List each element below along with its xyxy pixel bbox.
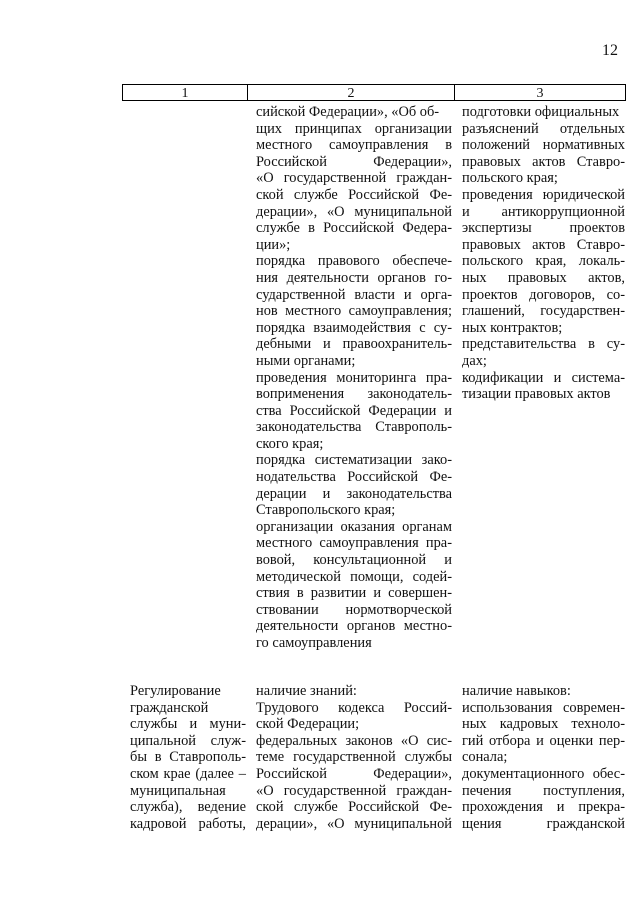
text-line: экспертизы проектов [462, 220, 625, 237]
text-line: наличие навыков: [462, 683, 571, 699]
text-line: службе в Российской Федера- [256, 220, 452, 237]
text-line: порядка правового обеспече- [256, 253, 452, 270]
text-line: наличие знаний: [256, 683, 357, 699]
text-line: глашений, государствен- [462, 303, 625, 320]
text-line: ского края; [256, 435, 324, 452]
text-line: ской службе Российской Фе- [256, 799, 452, 816]
text-line: дерации и законодательства [256, 485, 452, 502]
text-line: тизации правовых актов [462, 386, 611, 403]
text-line: деятельности органов местно- [256, 618, 452, 635]
text-line: вовой, консультационной и [256, 552, 452, 569]
page-number: 12 [602, 42, 618, 59]
text-line: щих принципах организации [256, 120, 452, 137]
row1-col2-text [256, 104, 452, 652]
text-line: организации оказания органам [256, 518, 452, 535]
text-line: представительства в су- [462, 336, 625, 353]
text-line: службы и муни- [130, 716, 246, 733]
text-line: федеральных законов «О сис- [256, 732, 452, 749]
text-line: Российской Федерации», [256, 153, 452, 170]
text-line: ных правовых актов, [462, 269, 625, 286]
text-line: служба), ведение [130, 799, 246, 816]
text-line: кодификации и система- [462, 369, 625, 386]
table-header-col-3: 3 [454, 84, 626, 101]
text-line: польского края, локаль- [462, 253, 625, 270]
text-line: ствия в развитии и совершен- [256, 585, 452, 602]
text-line: ципальной служ- [130, 732, 246, 749]
text-line: гий отбора и оценки пер- [462, 732, 625, 749]
text-line: прохождения и прекра- [462, 799, 625, 816]
text-line: ными органами; [256, 352, 356, 369]
text-line: ных кадровых техноло- [462, 716, 625, 733]
text-line: подготовки официальных [462, 104, 620, 120]
text-line: правовых актов Ставро- [462, 153, 625, 170]
text-line: ствовании нормотворческой [256, 601, 452, 618]
text-line: кадровой работы, [130, 815, 246, 832]
text-line: проектов договоров, со- [462, 286, 625, 303]
text-line: ской Федерации; [256, 716, 360, 733]
text-line: теме государственной службы [256, 749, 452, 766]
row1-col3-text [462, 104, 625, 403]
text-line: польского края; [462, 170, 558, 187]
text-line: ции»; [256, 236, 291, 253]
table-header-col-2: 2 [247, 84, 455, 101]
text-line: дерации», «О муниципальной [256, 203, 452, 220]
text-line: местного самоуправления в [256, 137, 452, 154]
text-line: «О государственной граждан- [256, 782, 452, 799]
text-line: дебными и правоохранитель- [256, 336, 452, 353]
text-line: проведения юридической [462, 186, 625, 203]
text-line: Трудового кодекса Россий- [256, 699, 452, 716]
text-line: документационного обес- [462, 765, 625, 782]
text-line: ных контрактов; [462, 319, 563, 336]
text-line: ства Российской Федерации и [256, 402, 452, 419]
row2-col3-text [462, 683, 625, 832]
text-line: ском крае (далее – [130, 765, 246, 782]
text-line: ской службе Российской Фе- [256, 186, 452, 203]
text-line: воприменения законодатель- [256, 386, 452, 403]
text-line: сударственной власти и орга- [256, 286, 452, 303]
text-line: Ставропольского края; [256, 502, 396, 519]
text-line: Российской Федерации», [256, 765, 452, 782]
text-line: проведения мониторинга пра- [256, 369, 452, 386]
text-line: муниципальная [130, 782, 226, 799]
text-line: правовых актов Ставро- [462, 236, 625, 253]
text-line: местного самоуправления пра- [256, 535, 452, 552]
text-line: «О государственной граждан- [256, 170, 452, 187]
text-line: порядка систематизации зако- [256, 452, 452, 469]
text-line: го самоуправления [256, 635, 372, 651]
text-line: бы в Ставрополь- [130, 749, 246, 766]
text-line: печения поступления, [462, 782, 625, 799]
text-line: нов местного самоуправления; [256, 303, 452, 320]
text-line: методической помощи, содей- [256, 568, 452, 585]
text-line: сонала; [462, 749, 508, 766]
text-line: дах; [462, 352, 487, 369]
text-line: разъяснений отдельных [462, 120, 625, 137]
text-line: законодательства Ставрополь- [256, 419, 452, 436]
text-line: сийской Федерации», «Об об- [256, 104, 440, 120]
text-line: нодательства Российской Фе- [256, 469, 452, 486]
text-line: использования современ- [462, 699, 625, 716]
row2-col1-text [130, 683, 246, 832]
text-line: порядка взаимодействия с су- [256, 319, 452, 336]
text-line: положений нормативных [462, 137, 625, 154]
text-line: дерации», «О муниципальной [256, 815, 452, 832]
table-header-col-1: 1 [122, 84, 248, 101]
text-line: и антикоррупционной [462, 203, 625, 220]
text-line: Регулирование [130, 683, 221, 699]
row2-col2-text [256, 683, 452, 832]
text-line: гражданской [130, 699, 209, 716]
text-line: ния деятельности органов го- [256, 269, 452, 286]
text-line: щения гражданской [462, 815, 625, 832]
